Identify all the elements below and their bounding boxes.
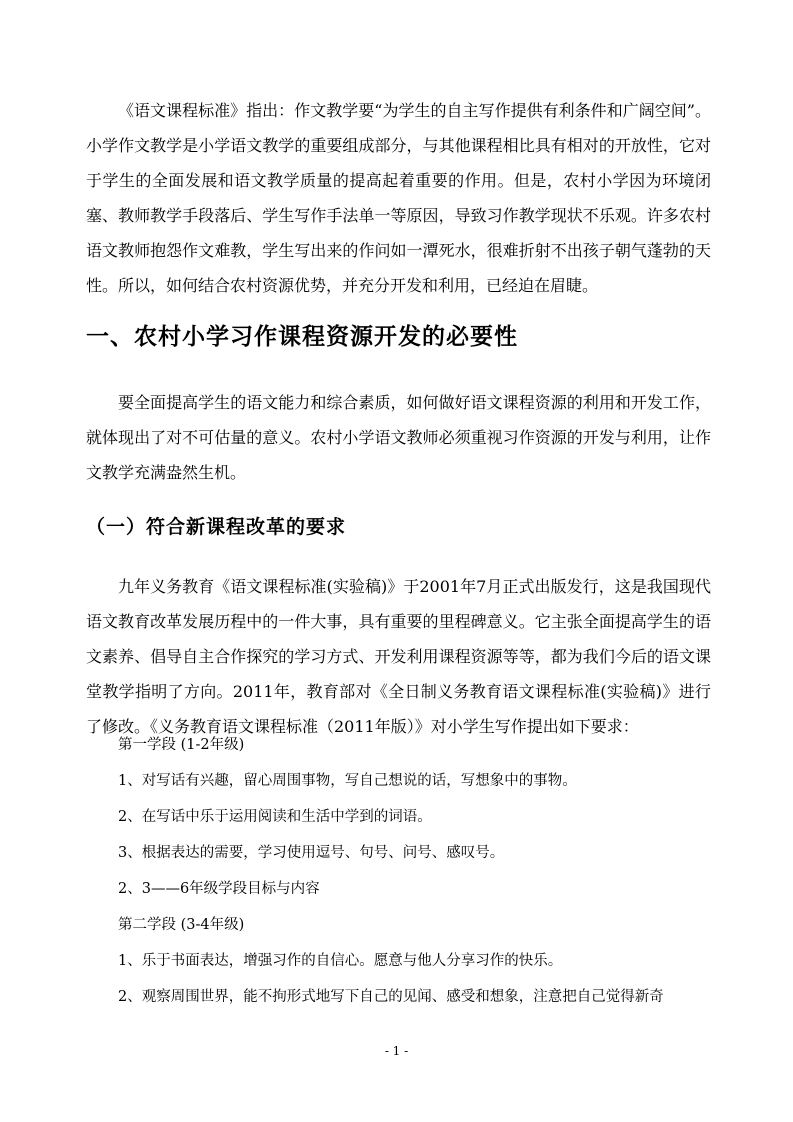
section-paragraph xyxy=(86,385,711,490)
list-item: 2、观察周围世界，能不拘形式地写下自己的见闻、感受和想象，注意把自己觉得新奇 xyxy=(118,989,664,1005)
list-item: 第一学段 (1-2年级) xyxy=(118,737,245,753)
section-heading: 一、农村小学习作课程资源开发的必要性 xyxy=(86,324,518,350)
list-item: 2、在写话中乐于运用阅读和生活中学到的词语。 xyxy=(118,809,432,825)
subsection-text: 九年义务教育《语文课程标准(实验稿)》于2001年7月正式出版发行，这是我国现代语文教育改革发展历程中的一件大事，具有重要的里程碑意义。它主张全面提高学生的语文素养、倡导自主合作探究的学习方式、开发利用课程资源等等，都为我们今后的语文课堂教学指明了方向。2011年，教育部对《全日制义务教育语文课程标准(实验稿)》进行了修改。《义务教育语文课程标准（2011年版）》对小学生写作提出如下要求： xyxy=(86,577,711,736)
list-item: 1、对写话有兴趣，留心周围事物，写自己想说的话，写想象中的事物。 xyxy=(118,773,577,789)
list-item: 第二学段 (3-4年级) xyxy=(118,917,245,933)
list-item: 2、3——6年级学段目标与内容 xyxy=(118,881,320,897)
intro-text: 《语文课程标准》指出：作文教学要“为学生的自主写作提供有利条件和广阔空间”。小学作文教学是小学语文教学的重要组成部分，与其他课程相比具有相对的开放性，它对于学生的全面发展和语文教学质量的提高起着重要的作用。但是，农村小学因为环境闭塞、教师教学手段落后、学生写作手法单一等原因，导致习作教学现状不乐观。许多农村语文教师抱怨作文难教，学生写出来的作问如一潭死水，很难折射不出孩子朝气蓬勃的天性。所以，如何结合农村资源优势，并充分开发和利用，已经迫在眉睫。 xyxy=(86,101,711,295)
subsection-paragraph xyxy=(86,569,711,744)
subsection-heading: （一）符合新课程改革的要求 xyxy=(86,516,347,538)
section-text: 要全面提高学生的语文能力和综合素质，如何做好语文课程资源的利用和开发工作，就体现出了对不可估量的意义。农村小学语文教师必须重视习作资源的开发与利用，让作文教学充满盎然生机。 xyxy=(86,393,711,482)
list-item: 1、乐于书面表达，增强习作的自信心。愿意与他人分享习作的快乐。 xyxy=(118,953,563,969)
page-number: - 1 - xyxy=(384,1044,409,1058)
intro-paragraph xyxy=(86,93,711,303)
list-item: 3、根据表达的需要，学习使用逗号、句号、问号、感叹号。 xyxy=(118,845,505,861)
